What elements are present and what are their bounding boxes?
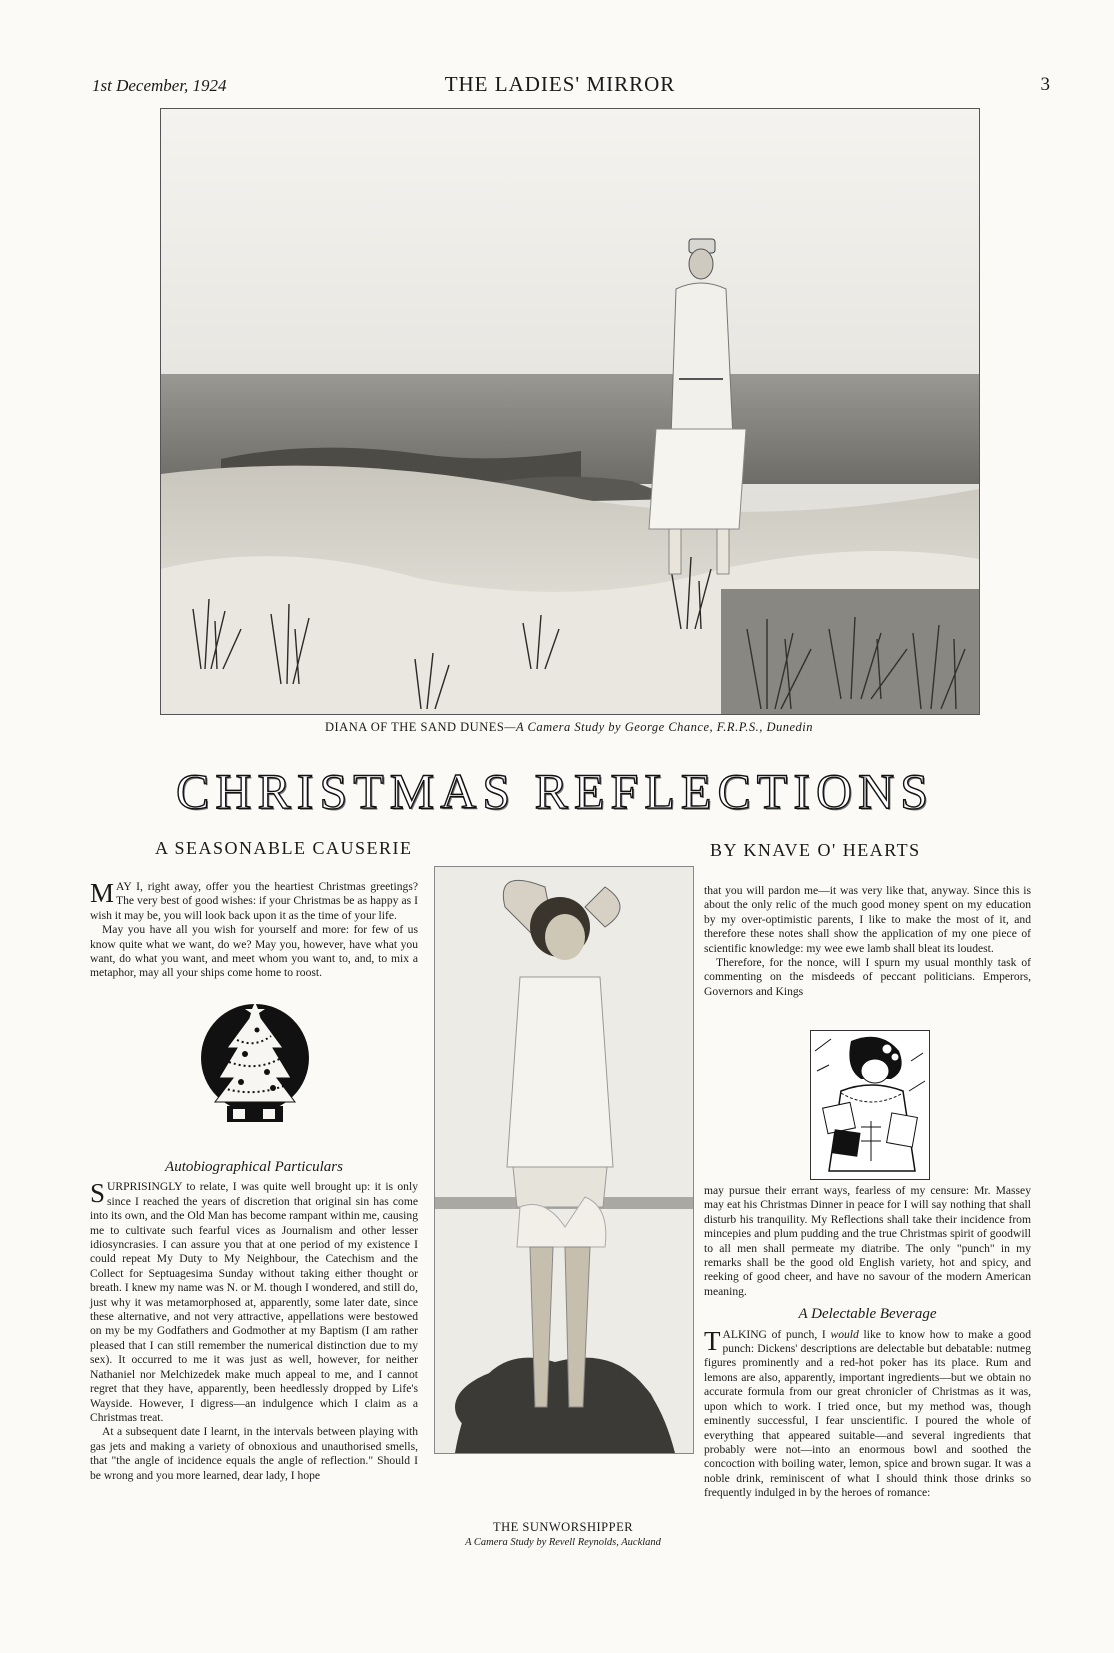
right-column-top — [704, 884, 1031, 999]
section2-dropcap: T — [704, 1325, 721, 1356]
right-column-bottom — [704, 1184, 1031, 1501]
photo1-caption — [160, 720, 978, 735]
photo-sand-dunes — [160, 108, 980, 715]
lady-sketch-icon — [811, 1031, 929, 1179]
article-headline: CHRISTMAS REFLECTIONS — [175, 763, 935, 819]
section1-heading: Autobiographical Particulars — [165, 1159, 343, 1175]
magazine-title: THE LADIES' MIRROR — [444, 72, 676, 96]
sand-dunes-illustration — [161, 109, 979, 714]
left-column-section1 — [90, 1152, 418, 1483]
intro-text: AY I, right away, offer you the heartiest Christmas greetings? The very best of good wishes: if your Christmas be as happy as I wish it may be, you will look back upon it as the time of your life. — [90, 880, 418, 922]
intro-paragraph — [90, 880, 418, 923]
section1-text: URPRISINGLY to relate, I was quite well brought up: it is only since I reached the years of discretion that original sin has come into its own, and the Old Man has become rampant within me, causing me to cultivate such fearful vices as Journalism and other lesser idiosyncrasies. I can assure you that at one period of my existence I could repeat My Duty to My Neighbour, the Catechism and the Collect for Septuagesima Sunday without taking either thought or breath. I knew my name was N. or M. though I wondered, and still do, just why it was metamorphosed at, apparently, some later date, since these alternative, and not very attractive, appellations were bestowed on my be my Godfathers and Godmother at my Baptism (I am rather pleased that I can still remember the numerical distinction due to my sex). It occurred to me it was just as well, however, for neither Nathaniel nor Melchizedek make much appeal to me, and I cannot regret that they have, apparently, been heedlessly dropped by Life's Wayside. However, I digress—an indulgence which I claim as a Christmas treat. — [90, 1180, 418, 1424]
page-number: 3 — [1040, 74, 1050, 95]
section2-text-b: like to know how to make a good punch: Dickens' descriptions are delectable but debatable: nutmeg figures prominently and a red-hot poker has its place. Rum and lemons are also, apparently, important ingredients—but we obtain no accurate formula from our great chronicler of Christmas as it was, upon which to work. I tried once, but my method was, though eminently successful, I fear unscientific. I poured the whole of everything that appeared suitable—and several ingredients that probably were not—into an enormous bowl and soothed the concoction with boiling water, lemon, spice and brown sugar. It was a noble drink, reminiscent of what I should think those drinks so frequently indulged in by the heroes of romance: — [704, 1327, 1032, 1500]
right-paragraph-1: that you will pardon me—it was very like that, anyway. Since this is about the only relic of the much good money spent on my education by my over-optimistic parents, I like to make the most of it, and therefore these notes shall show the application of my one piece of scientific knowledge: my wee ewe lamb shall bleat its loudest. — [704, 884, 1031, 955]
section2-heading: A Delectable Beverage — [798, 1306, 937, 1323]
sunworshipper-illustration — [435, 867, 693, 1453]
page-header — [70, 72, 1050, 102]
left-column-intro — [90, 880, 418, 981]
section2-text-a: ALKING of punch, I — [722, 1327, 831, 1341]
photo2-caption-title: THE SUNWORSHIPPER — [492, 1520, 634, 1534]
right-paragraph-2: Therefore, for the nonce, will I spurn my usual monthly task of commenting on the misdeeds of peccant politicians. Emperors, Governors and Kings — [704, 956, 1031, 998]
section1-paragraph-2: At a subsequent date I learnt, in the intervals between playing with gas jets and making a variety of obnoxious and unauthorised smells, that "the angle of incidence equals the angle of reflection." Should I be wrong and you more learned, dear lady, I hope — [90, 1425, 418, 1482]
christmas-tree-ornament — [197, 998, 313, 1128]
article-subtitle: A SEASONABLE CAUSERIE — [155, 838, 413, 858]
lady-sketch-illustration — [810, 1030, 930, 1180]
photo2-caption-credit: A Camera Study by Revell Reynolds, Auckland — [465, 1537, 661, 1548]
article-byline: BY KNAVE O' HEARTS — [710, 840, 921, 860]
section2-emphasis: would — [830, 1327, 859, 1341]
right-paragraph-3: may pursue their errant ways, fearless of my censure: Mr. Massey may eat his Christmas Dinner in peace for I will say nothing that shall disturb his tranquility. My Reflections shall take their incidence from mincepies and plum pudding and the true Christmas spirit of goodwill to all men shall permeate my diatribe. The only "punch" in my remarks shall be the good old English variety, hot and spicy, and reeking of good cheer, and have no savour of the modern American meaning. — [704, 1184, 1031, 1298]
photo1-caption-credit: —A Camera Study by George Chance, F.R.P.S., Dunedin — [504, 720, 814, 734]
intro-paragraph-2: May you have all you wish for yourself and more: for few of us know quite what we want, do we? May you, however, have what you want, do what you want, and meet whom you want to, and, to mix a metaphor, may all your ships come home to roost. — [90, 923, 418, 980]
christmas-tree-icon — [197, 998, 313, 1128]
section2-paragraph — [704, 1325, 1032, 1501]
issue-date: 1st December, 1924 — [92, 76, 227, 95]
section1-paragraph — [90, 1180, 418, 1425]
photo1-caption-title: DIANA OF THE SAND DUNES — [324, 720, 505, 734]
photo-sunworshipper — [434, 866, 694, 1454]
section1-dropcap: S — [90, 1178, 106, 1209]
photo2-caption — [434, 1520, 692, 1548]
intro-dropcap: M — [90, 878, 115, 908]
